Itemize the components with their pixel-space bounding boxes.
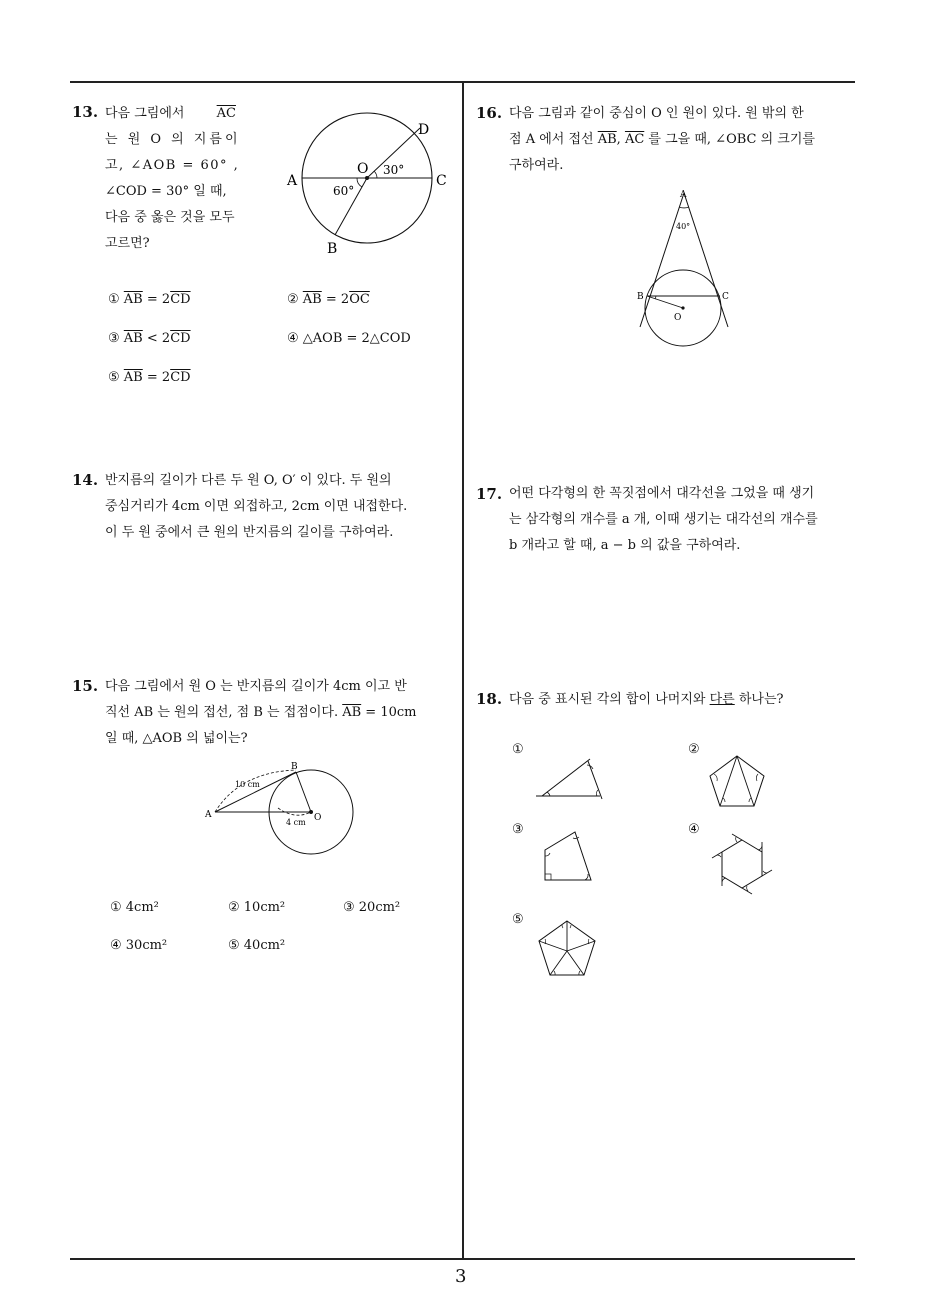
q16-number: 16.: [476, 104, 503, 122]
q16-angle-arc: [679, 207, 689, 208]
q16-line: 다음 그림과 같이 중심이 O 인 원이 있다. 원 밖의 한: [509, 106, 804, 121]
q16-segment-ob: [647, 296, 683, 308]
q14-text: [105, 468, 457, 546]
q13-line: ∠COD = 30° 일 때,: [105, 184, 227, 199]
q17-number: 17.: [476, 485, 503, 503]
q18-figure-2: [705, 752, 770, 812]
q16-line: 점 A 에서 접선 $\overline{AB}$, $\overline{AC}$ 를 그을 때, ∠OBC 의 크기를: [509, 132, 815, 147]
q13-label-60: 60°: [333, 184, 355, 198]
q13-choice-2[interactable]: ② $\overline{AB} = 2\overline{OC}$: [287, 292, 370, 307]
q18-figure-4: [710, 830, 775, 900]
q13-number: 13.: [72, 103, 99, 121]
q18-option-2-label[interactable]: ②: [688, 742, 700, 757]
q15-line: 일 때, △AOB 의 넓이는?: [105, 731, 248, 746]
q13-label-a: A: [287, 173, 298, 189]
q16-text: [509, 101, 859, 179]
page-number: 3: [455, 1266, 467, 1287]
q14-line: 이 두 원 중에서 큰 원의 반지름의 길이를 구하여라.: [105, 525, 394, 540]
q13-angle-arc-30: [374, 171, 377, 178]
q17-line: 어떤 다각형의 한 꼭짓점에서 대각선을 그었을 때 생기: [509, 486, 815, 501]
q18-option-4-label[interactable]: ④: [688, 822, 700, 837]
q13-text: [105, 101, 270, 257]
q13-label-c: C: [436, 173, 447, 189]
q15-label-b: B: [291, 762, 298, 772]
q15-label-a: A: [205, 810, 212, 820]
q13-line: 다음 중 옳은 것을 모두: [105, 210, 235, 225]
q13-figure: [285, 110, 460, 260]
q13-line: 고, ∠AOB = 60° ,: [105, 158, 240, 173]
q17-line: b 개라고 할 때, a − b 의 값을 구하여라.: [509, 538, 741, 553]
q18-figure-3: [535, 828, 600, 888]
q13-line: 다음 그림에서 $\overline{AC}$: [105, 106, 236, 121]
q13-line: 고르면?: [105, 236, 150, 251]
q15-label-4cm: 4 cm: [286, 818, 306, 827]
q13-line: 는 원 O 의 지름이: [105, 132, 241, 147]
q18-number: 18.: [476, 690, 503, 708]
q13-label-d: D: [418, 122, 430, 138]
q15-line: 직선 AB 는 원의 접선, 점 B 는 접점이다. $\overline{AB} = 10cm$: [105, 705, 417, 720]
q15-segment-ob: [296, 772, 311, 812]
q18-option-1-label[interactable]: ①: [512, 742, 524, 757]
q13-choice-3[interactable]: ③ $\overline{AB} < 2\overline{CD}$: [108, 331, 191, 346]
q15-choice-3[interactable]: ③ 20cm²: [343, 900, 401, 915]
q13-choice-4[interactable]: ④ △AOB = 2△COD: [287, 331, 411, 346]
q18-line: 다음 중 표시된 각의 합이 나머지와 다른 하나는?: [509, 692, 784, 707]
q15-label-10cm: 10 cm: [235, 780, 260, 789]
q15-tangent-ab: [215, 772, 296, 812]
q16-figure: [630, 185, 740, 355]
q16-center-dot: [681, 306, 684, 309]
q15-center-dot: [309, 810, 313, 814]
q13-label-o: O: [357, 161, 369, 177]
q18-option-5-label[interactable]: ⑤: [512, 912, 524, 927]
q18-text: [509, 687, 859, 713]
q13-choice-1[interactable]: ① $\overline{AB} = 2\overline{CD}$: [108, 292, 191, 307]
q13-label-b: B: [327, 241, 338, 257]
q15-figure: [200, 758, 365, 858]
q15-choice-5[interactable]: ⑤ 40cm²: [228, 938, 286, 953]
bottom-rule: [70, 1258, 855, 1260]
q16-label-a: A: [680, 190, 687, 200]
q18-figure-5: [533, 917, 601, 981]
q17-line: 는 삼각형의 개수를 a 개, 이때 생기는 대각선의 개수를: [509, 512, 818, 527]
column-divider: [462, 82, 464, 1259]
q14-number: 14.: [72, 471, 99, 489]
q16-tangent-ab: [640, 193, 684, 327]
q13-choice-5[interactable]: ⑤ $\overline{AB} = 2\overline{CD}$: [108, 370, 191, 385]
q13-angle-arc-60: [357, 178, 362, 187]
q15-number: 15.: [72, 677, 99, 695]
q17-text: [509, 481, 859, 559]
q16-label-o: O: [674, 313, 682, 323]
q15-text: [105, 674, 457, 752]
q15-line: 다음 그림에서 원 O 는 반지름의 길이가 4cm 이고 반: [105, 679, 407, 694]
q16-tangent-ac: [684, 193, 728, 327]
q15-choice-1[interactable]: ① 4cm²: [110, 900, 159, 915]
q14-line: 중심거리가 4cm 이면 외접하고, 2cm 이면 내접한다.: [105, 499, 408, 514]
q18-option-3-label[interactable]: ③: [512, 822, 524, 837]
q13-label-30: 30°: [383, 163, 405, 177]
q15-choice-4[interactable]: ④ 30cm²: [110, 938, 168, 953]
q15-choice-2[interactable]: ② 10cm²: [228, 900, 286, 915]
q16-label-c: C: [722, 292, 729, 302]
q16-label-angle: 40°: [676, 222, 691, 231]
q16-line: 구하여라.: [509, 158, 564, 173]
q14-line: 반지름의 길이가 다른 두 원 O, O′ 이 있다. 두 원의: [105, 473, 392, 488]
q18-figure-1: [532, 755, 612, 805]
q16-label-b: B: [637, 292, 644, 302]
q15-label-o: O: [314, 813, 322, 823]
